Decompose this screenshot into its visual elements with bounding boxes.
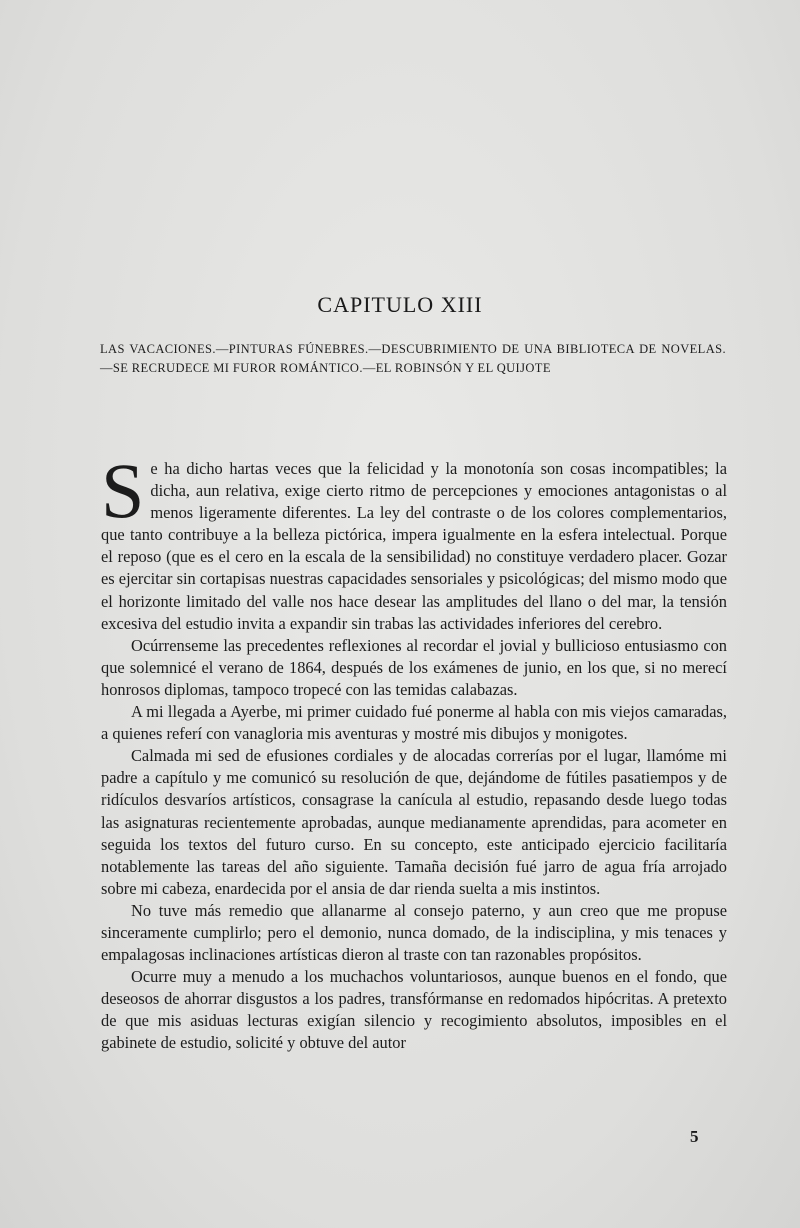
drop-cap: S bbox=[101, 447, 145, 534]
paragraph-text: e ha dicho hartas veces que la felicidad y la monotonía son cosas incompatibles; la dicha, aun relativa, exige cierto ritmo de percepciones y emociones antagonistas o al menos ligeramente diferentes. La ley del contraste o de los colores complementarios, que tanto contribuye a la belleza pictórica, impera igualmente en la esfera intelectual. Porque el reposo (que es el cero en la escala de la sensibilidad) no constituye verdadero placer. Gozar es ejercitar sin cortapisas nuestras capacidades sensoriales y psicológicas; del mismo modo que el horizonte limitado del valle nos hace desear las amplitudes del llano o del mar, la tensión excesiva del estudio invita a expandir sin trabas las actividades inferiores del cerebro. bbox=[101, 459, 727, 633]
page-number: 5 bbox=[690, 1127, 699, 1146]
paragraph: No tuve más remedio que allanarme al consejo paterno, y aun creo que me propuse sinceramente cumplirlo; pero el demonio, nunca domado, de la indisciplina, y mis tenaces y empalagosas inclinaciones artísticas dieron al traste con tan razonables propósitos. bbox=[101, 900, 727, 965]
paragraph: A mi llegada a Ayerbe, mi primer cuidado fué ponerme al habla con mis viejos camaradas, a quienes referí con vanagloria mis aventuras y mostré mis dibujos y monigotes. bbox=[101, 702, 727, 744]
paragraph: Ocúrrenseme las precedentes reflexiones al recordar el jovial y bullicioso entusiasmo con que solemnicé el verano de 1864, después de los exámenes de junio, en los que, si no merecí honrosos diplomas, tampoco tropecé con las temidas calabazas. bbox=[101, 635, 727, 699]
paragraph: Ocurre muy a menudo a los muchachos voluntariosos, aunque buenos en el fondo, que deseosos de ahorrar disgustos a los padres, transfórmanse en redomados hipócritas. A pretexto de que mis asiduas lecturas exigían silencio y recogimiento absolutos, imposibles en el gabinete de estudio, solicité y obtuve del autor bbox=[101, 967, 727, 1053]
chapter-title: CAPITULO XIII bbox=[317, 292, 483, 317]
paragraph bbox=[101, 447, 727, 635]
paragraph: Calmada mi sed de efusiones cordiales y de alocadas correrías por el lugar, llamóme mi padre a capítulo y me comunicó su resolución de que, dejándome de fútiles pasatiempos y de ridículos desvaríos artísticos, consagrase la canícula al estudio, repasando desde luego todas las asignaturas recientemente aprobadas, aunque medianamente aprendidas, para acometer en seguida los textos del futuro curso. En su concepto, este anticipado ejercicio facilitaría notablemente las tareas del año siguiente. Tamaña decisión fué jarro de agua fría arrojado sobre mi cabeza, enardecida por el ansia de dar rienda suelta a mis instintos. bbox=[101, 746, 727, 898]
chapter-subtitle: LAS VACACIONES.—PINTURAS FÚNEBRES.—DESCUBRIMIENTO DE UNA BIBLIOTECA DE NOVELAS.—SE RECRUDECE MI FUROR ROMÁNTICO.—EL ROBINSÓN Y EL QUIJOTE bbox=[100, 342, 726, 375]
body-text bbox=[101, 447, 727, 1055]
